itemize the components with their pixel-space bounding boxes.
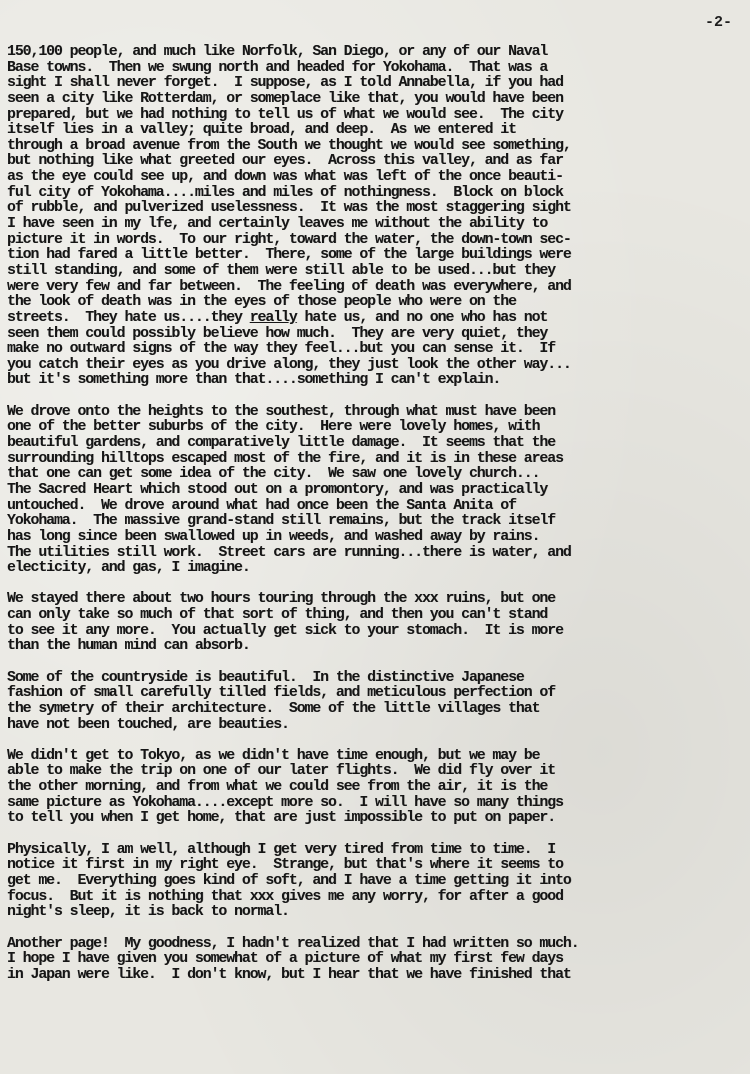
text-line: to tell you when I get home, that are just impossible to put on paper. — [7, 810, 556, 827]
paragraph-tokyo — [7, 749, 749, 827]
text-line: you catch their eyes as you drive along, they just look the other way... — [7, 356, 571, 373]
text-line: the symetry of their architecture. Some of the little villages that — [7, 700, 540, 717]
text-line: were very few and far between. The feeling of death was everywhere, and — [7, 278, 571, 295]
text-line: night's sleep, it is back to normal. — [7, 904, 289, 921]
text-line: focus. But it is nothing that xxx gives me any worry, for after a good — [7, 888, 563, 905]
text-line: but nothing like what greeted our eyes. Across this valley, and as far — [7, 153, 563, 170]
text-line: has long since been swallowed up in weeds, and washed away by rains. — [7, 528, 540, 545]
text-line: surrounding hilltops escaped most of the fire, and it is in these areas — [7, 450, 563, 467]
page-number: -2- — [704, 14, 732, 31]
text-line: make no outward signs of the way they feel...but you can sense it. If — [7, 341, 556, 358]
text-line: fashion of small carefully tilled fields, and meticulous perfection of — [7, 685, 556, 702]
text-line: same picture as Yokohama....except more so. I will have so many things — [7, 794, 563, 811]
text-line: have not been touched, are beauties. — [7, 716, 289, 733]
text-line: seen them could possibly believe how much. They are very quiet, they — [7, 325, 548, 342]
text-line: untouched. We drove around what had once been the Santa Anita of — [7, 497, 516, 514]
text-line: electicity, and gas, I imagine. — [7, 560, 250, 577]
text-line: the other morning, and from what we could see from the air, it is the — [7, 779, 548, 796]
text-line: Yokohama. The massive grand-stand still remains, but the track itself — [7, 513, 556, 530]
text-line: notice it first in my right eye. Strange, but that's where it seems to — [7, 857, 563, 874]
text-line: ful city of Yokohama....miles and miles of nothingness. Block on block — [7, 184, 563, 201]
text-line: We stayed there about two hours touring through the xxx ruins, but one — [7, 591, 556, 608]
text-line: itself lies in a valley; quite broad, and deep. As we entered it — [7, 122, 516, 139]
text-line: but it's something more than that....something I can't explain. — [7, 372, 501, 389]
text-line: able to make the trip on one of our later flights. We did fly over it — [7, 763, 556, 780]
paragraph-heights-southeast — [7, 405, 749, 577]
underlined-emphasis: really — [249, 309, 297, 326]
text-line: as the eye could see up, and down was what was left of the once beauti- — [7, 169, 563, 186]
text-line: We drove onto the heights to the southest, through what must have been — [7, 403, 556, 420]
text-line: get me. Everything goes kind of soft, and I have a time getting it into — [7, 872, 571, 889]
text-line: of rubble, and pulverized uselessness. It was the most staggering sight — [7, 200, 571, 217]
text-line: We didn't get to Tokyo, as we didn't have time enough, but we may be — [7, 747, 540, 764]
text-line: The Sacred Heart which stood out on a promontory, and was practically — [7, 481, 548, 498]
text-line: the look of death was in the eyes of those people who were on the — [7, 294, 516, 311]
paragraph-countryside — [7, 671, 749, 734]
paragraph-touring-ruins — [7, 592, 749, 655]
text-line: The utilities still work. Street cars are running...there is water, and — [7, 544, 571, 561]
text-line: Physically, I am well, although I get very tired from time to time. I — [7, 841, 556, 858]
text-line: seen a city like Rotterdam, or someplace like that, you would have been — [7, 90, 563, 107]
text-line: Another page! My goodness, I hadn't realized that I had written so much. — [7, 935, 579, 952]
text-line: I have seen in my lfe, and certainly leaves me without the ability to — [7, 216, 548, 233]
text-line: Base towns. Then we swung north and headed for Yokohama. That was a — [7, 59, 548, 76]
text-line: picture it in words. To our right, toward the water, the down-town sec- — [7, 231, 571, 248]
text-line: 150,100 people, and much like Norfolk, San Diego, or any of our Naval — [7, 44, 548, 60]
paragraph-another-page — [7, 937, 749, 984]
text-line: than the human mind can absorb. — [7, 638, 250, 655]
text-line: prepared, but we had nothing to tell us of what we would see. The city — [7, 106, 563, 123]
text-line: in Japan were like. I don't know, but I hear that we have finished that — [7, 966, 571, 983]
text-line: still standing, and some of them were still able to be used...but they — [7, 262, 556, 279]
text-line: tion had fared a little better. There, some of the large buildings were — [7, 247, 571, 264]
text-line: that one can get some idea of the city. We saw one lovely church... — [7, 466, 540, 483]
text-line: I hope I have given you somewhat of a picture of what my first few days — [7, 951, 563, 968]
text-line: sight I shall never forget. I suppose, as I told Annabella, if you had — [7, 75, 563, 92]
letter-body — [7, 45, 749, 999]
text-line: through a broad avenue from the South we thought we would see something, — [7, 137, 571, 154]
text-line: beautiful gardens, and comparatively little damage. It seems that the — [7, 435, 556, 452]
text-line: to see it any more. You actually get sick to your stomach. It is more — [7, 622, 563, 639]
text-line: one of the better suburbs of the city. Here were lovely homes, with — [7, 419, 540, 436]
paragraph-yokohama-ruins — [7, 45, 749, 389]
text-line: Some of the countryside is beautiful. In the distinctive Japanese — [7, 669, 524, 686]
text-line: can only take so much of that sort of thing, and then you can't stand — [7, 607, 548, 624]
paragraph-physically — [7, 843, 749, 921]
text-line: streets. They hate us....they really hate us, and no one who has not — [7, 309, 548, 326]
